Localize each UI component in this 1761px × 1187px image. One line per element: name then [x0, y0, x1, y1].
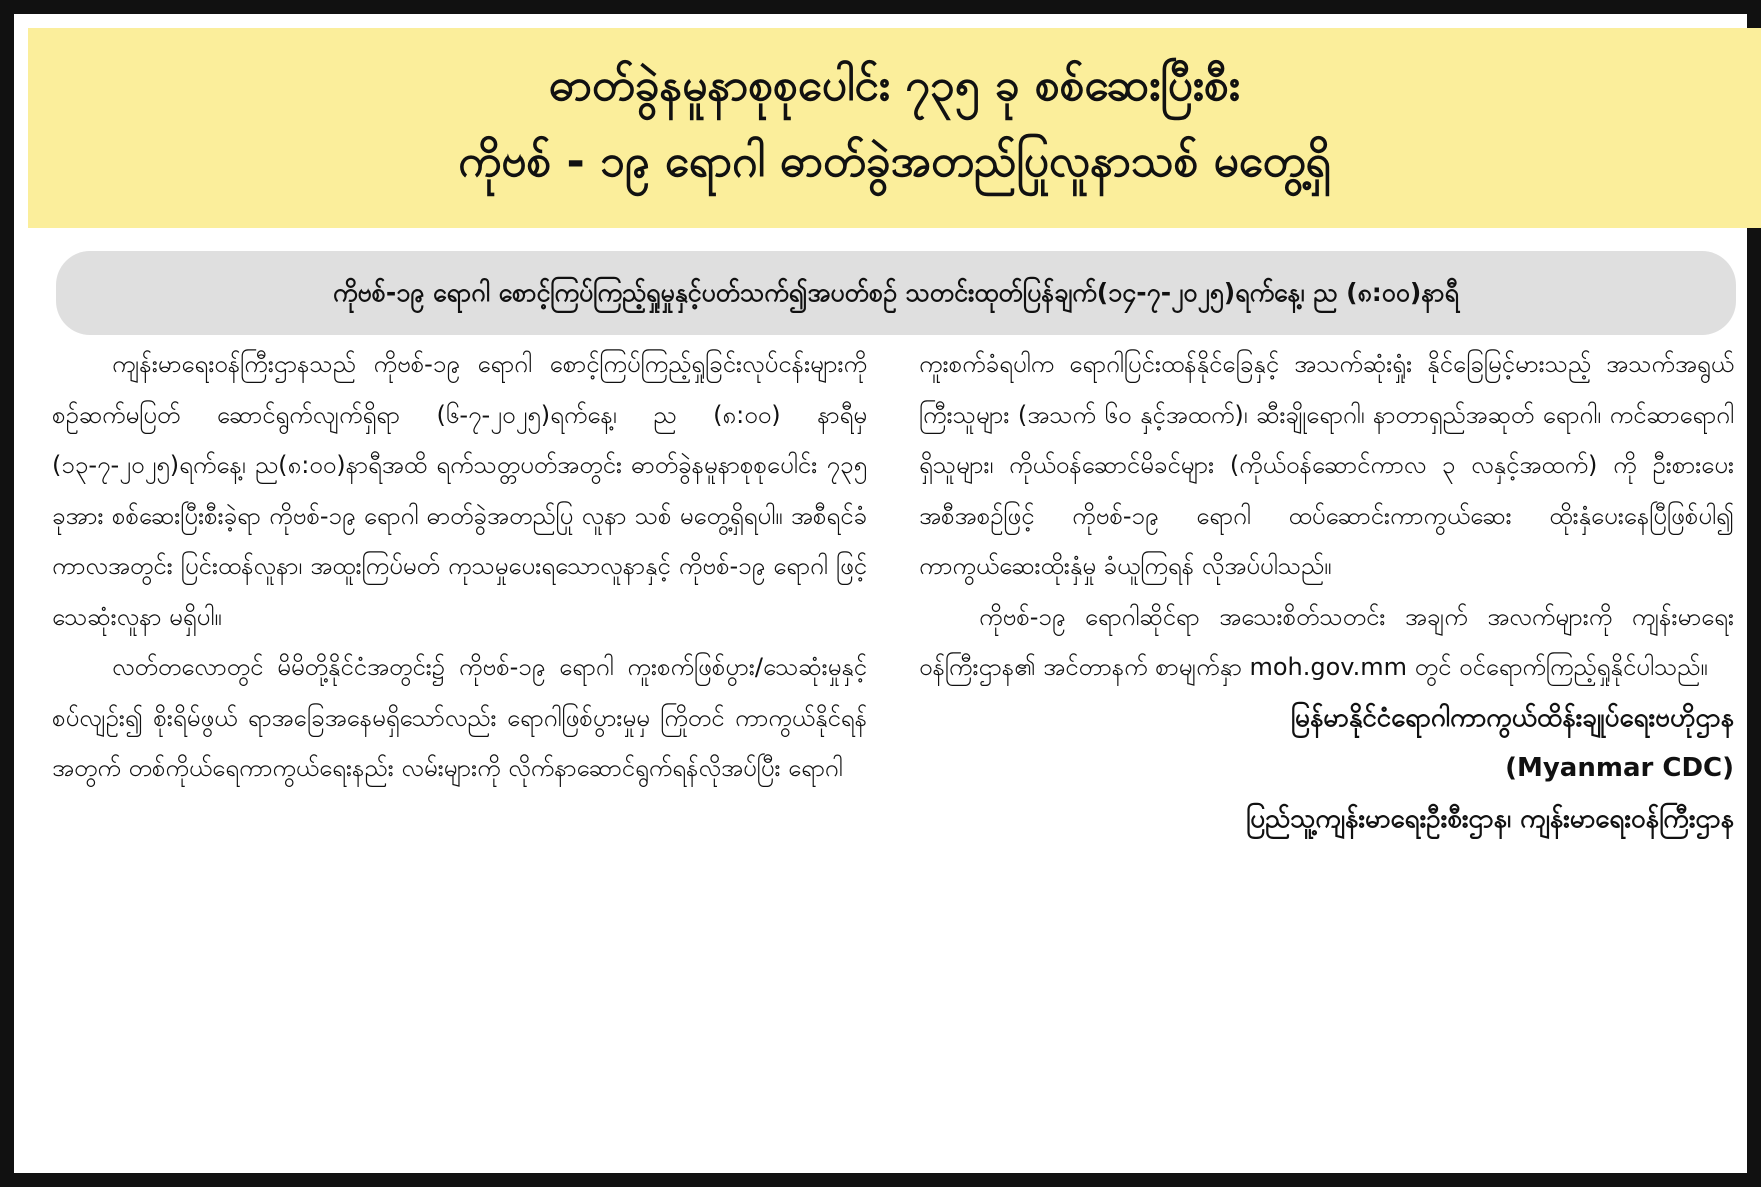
subheading-banner: ကိုဗစ်-၁၉ ရောဂါ စောင့်ကြပ်ကြည့်ရှုမှုနှင့်ပတ်သက်၍အပတ်စဉ် သတင်းထုတ်ပြန်ချက်(၁၄-၇-၂၀၂၅)ရက်နေ့၊ ည (၈:၀၀)နာရီ: [56, 251, 1736, 335]
headline-line-2: ကိုဗစ် - ၁၉ ရောဂါ ဓာတ်ခွဲအတည်ပြုလူနာသစ် မတွေ့ရှိ: [458, 136, 1331, 187]
right-paragraph-2: ကိုဗစ်-၁၉ ရောဂါဆိုင်ရာ အသေးစိတ်သတင်း အချက် အလက်များကို ကျန်းမာရေးဝန်ကြီးဌာန၏ အင်တာနက် စာမျက်နှာ moh.gov.mm တွင် ဝင်ရောက်ကြည့်ရှုနိုင်ပါသည်။: [919, 602, 1734, 681]
right-paragraph-1: ကူးစက်ခံရပါက ရောဂါပြင်းထန်နိုင်ခြေနှင့် အသက်ဆုံးရှုံး နိုင်ခြေမြင့်မားသည့် အသက်အရွယ်ကြီးသူများ (အသက် ၆၀ နှင့်အထက်)၊ ဆီးချိုရောဂါ၊ နာတာရှည်အဆုတ် ရောဂါ၊ ကင်ဆာရောဂါရှိသူများ၊ ကိုယ်ဝန်ဆောင်မိခင်များ (ကိုယ်ဝန်ဆောင်ကာလ ၃ လနှင့်အထက်) ကို ဦးစားပေး အစီအစဉ်ဖြင့် ကိုဗစ်-၁၉ ရောဂါ ထပ်ဆောင်းကာကွယ်ဆေး ထိုးနှံပေးနေပြီဖြစ်ပါ၍ ကာကွယ်ဆေးထိုးနှံမှု ခံယူကြရန် လိုအပ်ပါသည်။: [919, 350, 1734, 580]
left-paragraph-2: လတ်တလောတွင် မိမိတို့နိုင်ငံအတွင်း၌ ကိုဗစ်-၁၉ ရောဂါ ကူးစက်ဖြစ်ပွား/သေဆုံးမှုနှင့် စပ်လျဉ်း၍ စိုးရိမ်ဖွယ် ရာအခြေအနေမရှိသော်လည်း ရောဂါဖြစ်ပွားမှုမှ ကြိုတင် ကာကွယ်နိုင်ရန်အတွက် တစ်ကိုယ်ရေကာကွယ်ရေးနည်း လမ်းများကို လိုက်နာဆောင်ရွက်ရန်လိုအပ်ပြီး ရောဂါ: [52, 653, 867, 782]
signature-agency: မြန်မာနိုင်ငံရောဂါကာကွယ်ထိန်းချုပ်ရေးဗဟိုဌာန: [1290, 702, 1734, 733]
headline-banner: [28, 28, 1761, 228]
signature-department: ပြည်သူ့ကျန်းမာရေးဦးစီးဌာန၊ ကျန်းမာရေးဝန်ကြီးဌာန: [1245, 803, 1734, 834]
signature-abbreviation: (Myanmar CDC): [1505, 753, 1734, 783]
right-column: [919, 339, 1734, 1179]
left-paragraph-1: ကျန်းမာရေးဝန်ကြီးဌာနသည် ကိုဗစ်-၁၉ ရောဂါ စောင့်ကြပ်ကြည့်ရှုခြင်းလုပ်ငန်းများကို စဉ်ဆက်မပြတ် ဆောင်ရွက်လျက်ရှိရာ (၆-၇-၂၀၂၅)ရက်နေ့၊ ည (၈:၀၀) နာရီမှ (၁၃-၇-၂၀၂၅)ရက်နေ့၊ ည(၈:၀၀)နာရီအထိ ရက်သတ္တပတ်အတွင်း ဓာတ်ခွဲနမူနာစုစုပေါင်း ၇၃၅ ခုအား စစ်ဆေးပြီးစီးခဲ့ရာ ကိုဗစ်-၁၉ ရောဂါ ဓာတ်ခွဲအတည်ပြု လူနာ သစ် မတွေ့ရှိရပါ။ အစီရင်ခံကာလအတွင်း ပြင်းထန်လူနာ၊ အထူးကြပ်မတ် ကုသမှုပေးရသောလူနာနှင့် ကိုဗစ်-၁၉ ရောဂါ ဖြင့် သေဆုံးလူနာ မရှိပါ။: [52, 350, 867, 631]
left-column: [52, 339, 867, 1179]
headline-line-1: ဓာတ်ခွဲနမူနာစုစုပေါင်း ၇၃၅ ခု စစ်ဆေးပြီးစီး: [549, 60, 1240, 111]
